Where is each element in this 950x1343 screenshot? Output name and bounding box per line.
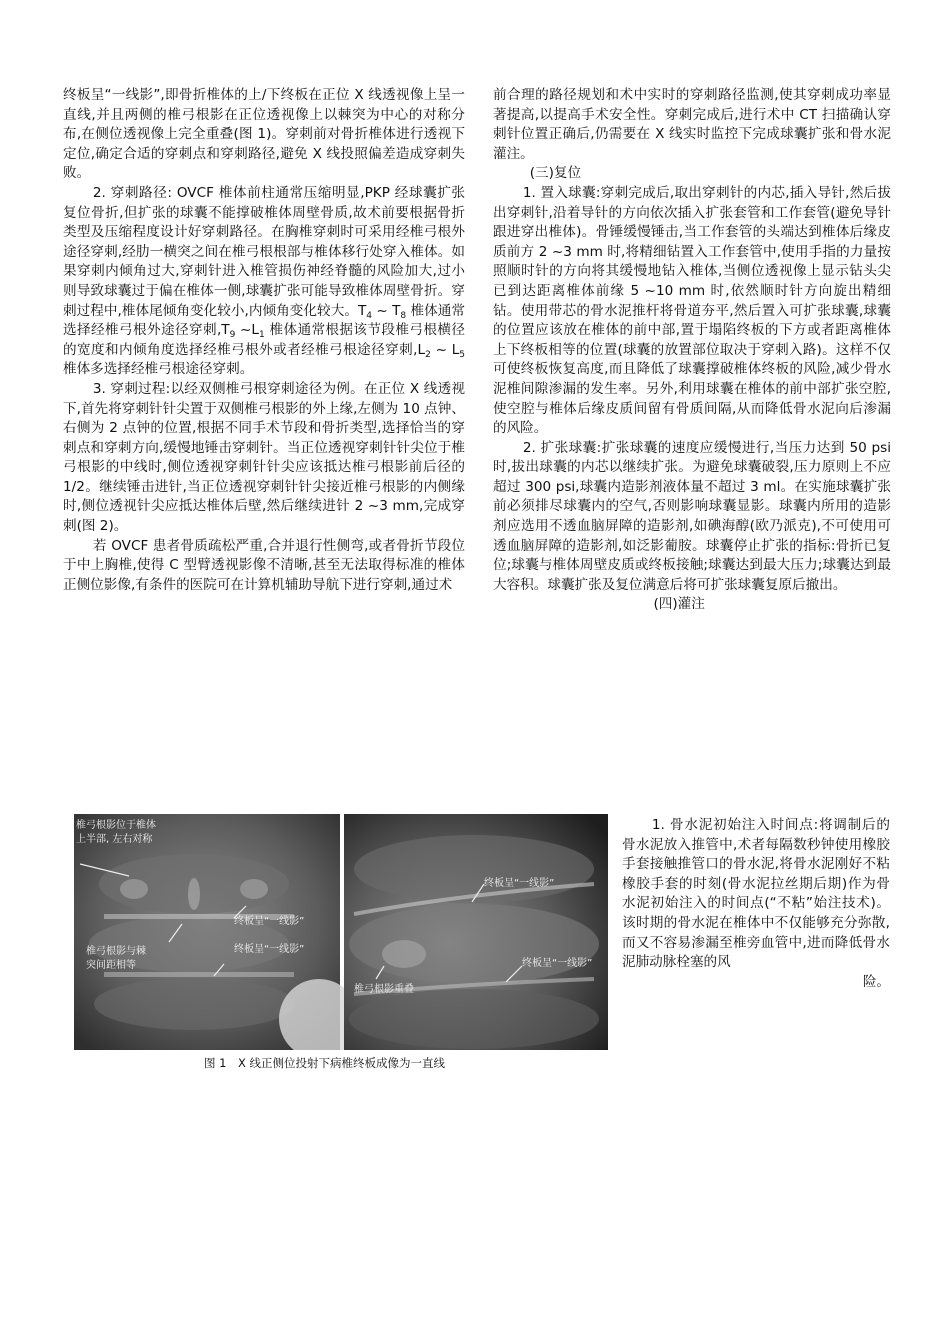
figure-caption: 图 1 X 线正侧位投射下病椎终板成像为一直线 (204, 1056, 446, 1070)
section-heading-reduction: (三)复位 (529, 165, 582, 182)
xray-lateral-view (344, 814, 608, 1050)
continuation-column (622, 816, 890, 992)
xray-ap-view (74, 814, 359, 1050)
label-pedicle-spinous-2: 突间距相等 (86, 960, 136, 971)
label-pedicle-spinous-1: 椎弓根影与棘 (86, 946, 146, 957)
paragraph-navigation: 若 OVCF 患者骨质疏松严重,合并退行性侧弯,或者骨折节段位于中上胸椎,使得 C 型臂透视影像不清晰,甚至无法取得标准的椎体正侧位影像,有条件的医院可在计算机辅助导航下进行穿刺,通过术 (63, 537, 465, 593)
right-column (493, 86, 891, 615)
label-pedicle-top-2: 上半部, 左右对称 (76, 834, 153, 845)
paragraph-puncture-path: 2. 穿刺路径: OVCF 椎体前柱通常压缩明显,PKP 经球囊扩张复位骨折,但扩张的球囊不能撑破椎体周壁骨质,故术前要根据骨折类型及压缩程度设计好穿刺路径。在胸椎穿刺时可采用经椎弓根外途径穿刺,经肋一横突之间在椎弓根根部与椎体移行处穿入椎体。如果穿刺内倾角过大,穿刺针进入椎管损伤神经脊髓的风险加大,过小则导致球囊过于偏在椎体一侧,球囊扩张可能导致椎体周壁骨折。穿刺过程中,椎体尾倾角变化较小,内倾角变化较大。$T_4$ ~ $T_8$ 椎体通常选择经椎弓根外途径穿刺$,T_9$ $\sim L_1$ 椎体通常根据该节段椎弓根横径的宽度和内倾角度选择经椎弓根外或者经椎弓根途径穿刺$,L_2$ ~ $L_5$ 椎体多选择经椎弓根途径穿刺。 (63, 184, 465, 378)
label-pedicle-top-1: 椎弓根影位于椎体 (76, 820, 156, 831)
paragraph-cement-tail: 险。 (862, 973, 890, 990)
label-endplate-1: 终板呈“一线影” (234, 916, 305, 927)
section-heading-perfusion: (四)灌注 (653, 596, 705, 613)
label-lateral-endplate-1: 终板呈“一线影” (484, 878, 555, 889)
paragraph-puncture-process: 3. 穿刺过程:以经双侧椎弓根穿刺途径为例。在正位 X 线透视下,首先将穿刺针针尖置于双侧椎弓根影的外上缘,左侧为 10 点钟、右侧为 2 点钟的位置,根据不同手术节段和骨折类型,选择恰当的穿刺点和穿刺方向,缓慢地锤击穿刺针。当正位透视穿刺针针尖位于椎弓根影的中线时,侧位透视穿刺针针尖应该抵达椎弓根影前后径的 1/2。继续锤击进针,当正位透视穿刺针针尖接近椎弓根影的内侧缘时,侧位透视针尖应抵达椎体后壁,然后继续进针 2 ~3 mm,完成穿刺(图 2)。 (63, 380, 465, 535)
figure-xray (74, 814, 608, 1050)
label-lateral-endplate-2: 终板呈“一线影” (522, 958, 593, 969)
paragraph-ct-scan: 前合理的路径规划和术中实时的穿刺路径监测,使其穿刺成功率显著提高,以提高手术安全性。穿刺完成后,进行术中 CT 扫描确认穿刺针位置正确后,仍需要在 X 线实时监控下完成球囊扩张和骨水泥灌注。 (493, 87, 891, 162)
label-pedicle-overlap: 椎弓根影重叠 (354, 984, 414, 995)
label-endplate-2: 终板呈“一线影” (234, 944, 305, 955)
paragraph-balloon-insert: 1. 置入球囊:穿刺完成后,取出穿刺针的内芯,插入导针,然后拔出穿刺针,沿着导针的方向依次插入扩张套管和工作套管(避免导针跟进穿出椎体)。骨锤缓慢锤击,当工作套管的头端达到椎体后缘皮质前方 2 ~3 mm 时,将精细钻置入工作套管中,使用手指的力量按照顺时针的方向将其缓慢地钻入椎体,当侧位透视像上显示钻头尖已到达距离椎体前缘 5 ~10 mm 时,依然顺时针方向旋出精细钻。使用带芯的骨水泥推杆将骨道夯平,然后置入可扩张球囊,球囊的位置应该放在椎体的前中部,置于塌陷终板的下方或者距离椎体上下终板相等的位置(球囊的放置部位取决于穿刺入路)。这样不仅可使终板恢复高度,而且降低了球囊撑破椎体终板的风险,减少骨水泥椎间隙渗漏的发生率。另外,利用球囊在椎体的前中部扩张空腔,使空腔与椎体后缘皮质间留有骨质间隔,从而降低骨水泥向后渗漏的风险。 (493, 184, 891, 437)
xray-figure-svg (74, 814, 608, 1050)
paragraph-cement-timing: 1. 骨水泥初始注入时间点:将调制后的骨水泥放入推管中,术者每隔数秒钟使用橡胶手套接触推管口的骨水泥,将骨水泥刚好不粘橡胶手套的时刻(骨水泥拉丝期后期)作为骨水泥初始注入的时间点(“不粘”始注技术)。该时期的骨水泥在椎体中不仅能够充分弥散,而又不容易渗漏至椎旁血管中,进而降低骨水泥肺动脉栓塞的风 (622, 817, 890, 971)
paragraph-endplate: 终板呈“一线影”,即骨折椎体的上/下终板在正位 X 线透视像上呈一直线,并且两侧的椎弓根影在正位透视像上以棘突为中心的对称分布,在侧位透视像上完全重叠(图 1)。穿刺前对骨折椎体进行透视下定位,确定合适的穿刺点和穿刺路径,避免 X 线投照偏差造成穿刺失败。 (63, 87, 465, 182)
left-column (63, 86, 465, 595)
paragraph-balloon-expand: 2. 扩张球囊:扩张球囊的速度应缓慢进行,当压力达到 50 psi 时,拔出球囊的内芯以继续扩张。为避免球囊破裂,压力原则上不应超过 300 psi,球囊内造影剂液体量不超过 3 ml。在实施球囊扩张前必须排尽球囊内的空气,否则影响球囊显影。球囊内所用的造影剂应选用不透血脑屏障的造影剂,如碘海醇(欧乃派克),不可使用可透血脑屏障的造影剂,如泛影葡胺。球囊停止扩张的指标:骨折已复位;球囊与椎体周壁皮质或终板接触;球囊达到最大压力;球囊达到最大容积。球囊扩张及复位满意后将可扩张球囊复原后撤出。 (493, 439, 891, 593)
